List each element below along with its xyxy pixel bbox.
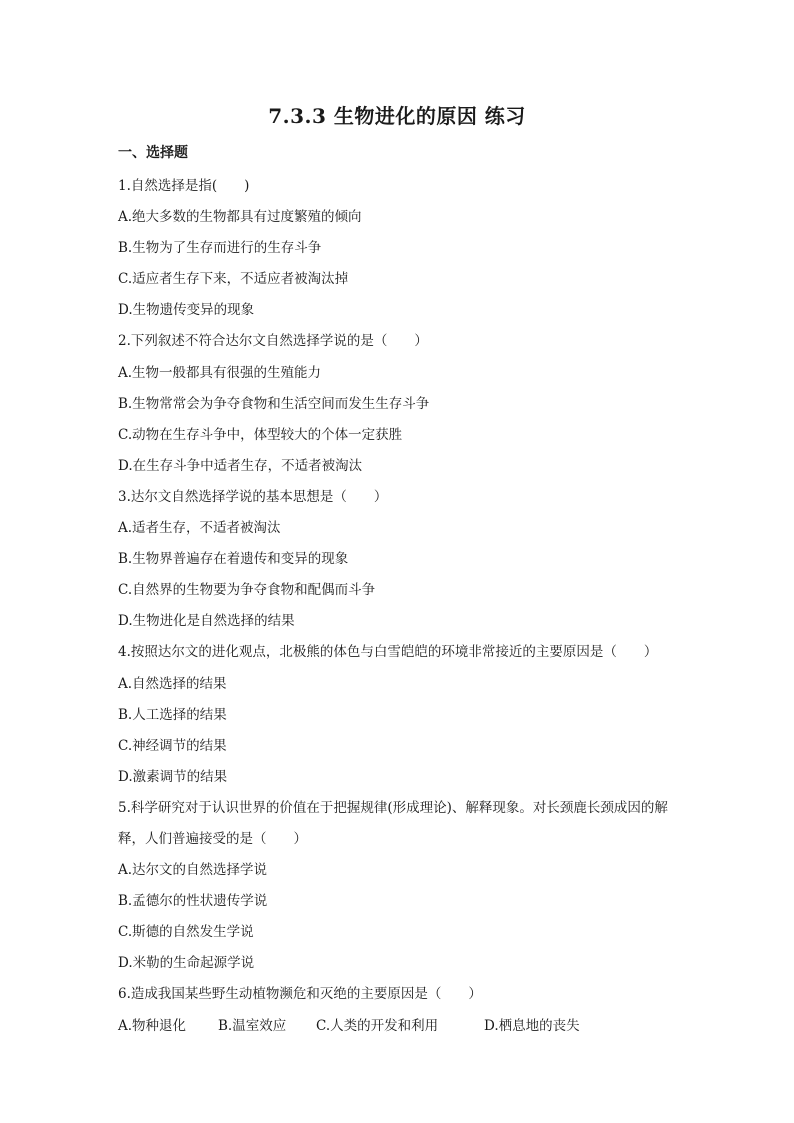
option-line: C.神经调节的结果: [118, 737, 227, 754]
question-2: 2.下列叙述不符合达尔文自然选择学说的是（ ）: [118, 333, 428, 350]
question-6: 6.造成我国某些野生动植物濒危和灭绝的主要原因是（ ）: [118, 986, 482, 1003]
option-line: D.在生存斗争中适者生存，不适者被淘汰: [118, 457, 363, 474]
document-title: 7.3.3 生物进化的原因 练习: [268, 104, 526, 128]
option-line: B.生物常常会为争夺食物和生活空间而发生生存斗争: [118, 395, 430, 412]
question-3: 3.达尔文自然选择学说的基本思想是（ ）: [118, 488, 388, 505]
question-list: [118, 171, 708, 1042]
question-5: 5.科学研究对于认识世界的价值在于把握规律(形成理论)、解释现象。对长颈鹿长颈成因的解: [118, 799, 668, 816]
option-a: A.物种退化: [118, 1017, 187, 1034]
option-line: C.适应者生存下来，不适应者被淘汰掉: [118, 271, 349, 288]
section-heading: 一、选择题: [118, 145, 188, 161]
option-c: C.人类的开发和利用: [316, 1017, 439, 1034]
option-line: A.达尔文的自然选择学说: [118, 862, 268, 879]
question-1: 1.自然选择是指( ): [118, 178, 250, 194]
option-line: D.生物进化是自然选择的结果: [118, 613, 295, 630]
question-6-options: [118, 1011, 708, 1042]
option-line: B.孟德尔的性状遗传学说: [118, 893, 268, 910]
option-line: D.生物遗传变异的现象: [118, 302, 255, 319]
option-line: B.生物为了生存而进行的生存斗争: [118, 240, 322, 257]
option-line: C.自然界的生物要为争夺食物和配偶而斗争: [118, 582, 376, 599]
option-line: A.生物一般都具有很强的生殖能力: [118, 364, 322, 381]
option-line: B.人工选择的结果: [118, 706, 227, 723]
option-b: B.温室效应: [218, 1017, 287, 1034]
option-line: A.适者生存，不适者被淘汰: [118, 520, 281, 537]
question-4: 4.按照达尔文的进化观点，北极熊的体色与白雪皑皑的环境非常接近的主要原因是（ ）: [118, 644, 658, 661]
option-line: A.自然选择的结果: [118, 675, 227, 692]
option-line: D.激素调节的结果: [118, 768, 228, 785]
option-line: C.斯德的自然发生学说: [118, 924, 254, 941]
option-line: B.生物界普遍存在着遗传和变异的现象: [118, 551, 349, 568]
option-d: D.栖息地的丧失: [484, 1017, 580, 1034]
option-line: D.米勒的生命起源学说: [118, 955, 255, 972]
question-5-continued: 释，人们普遍接受的是（ ）: [118, 830, 307, 847]
option-line: C.动物在生存斗争中，体型较大的个体一定获胜: [118, 426, 403, 443]
option-line: A.绝大多数的生物都具有过度繁殖的倾向: [118, 209, 362, 226]
